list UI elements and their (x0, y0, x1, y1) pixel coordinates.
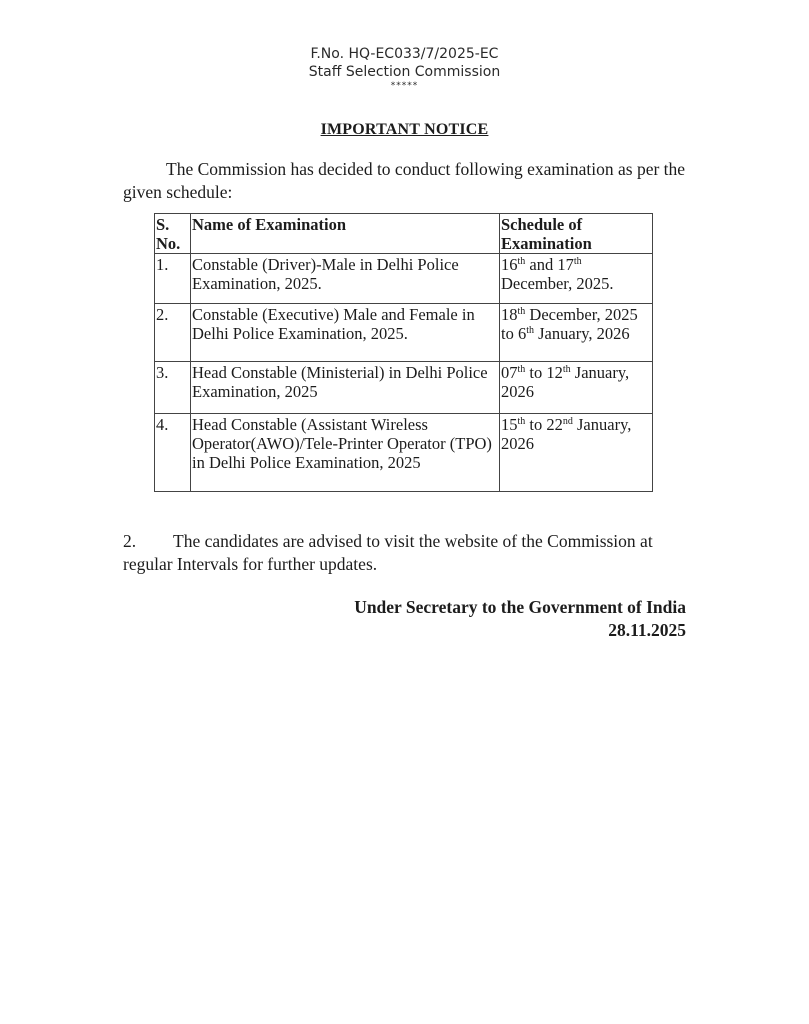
table-row (155, 254, 653, 304)
row-exam-name: Head Constable (Assistant Wireless Operator(AWO)/Tele-Printer Operator (TPO) in Delhi Police Examination, 2025 (191, 414, 500, 492)
file-number: F.No. HQ-EC033/7/2025-EC (310, 46, 499, 62)
intro-paragraph: The Commission has decided to conduct following examination as per the given schedule: (123, 159, 686, 202)
advisory-text: The candidates are advised to visit the website of the Commission at regular Intervals for further updates. (123, 531, 653, 574)
table-row (155, 362, 653, 414)
advisory-paragraph (123, 530, 688, 576)
table-row (155, 414, 653, 492)
row-exam-name: Constable (Executive) Male and Female in Delhi Police Examination, 2025. (191, 304, 500, 362)
document-header (0, 45, 809, 91)
row-schedule: 07th to 12th January, 2026 (500, 362, 653, 414)
header-schedule: Schedule of Examination (500, 214, 653, 254)
table-header-row (155, 214, 653, 254)
separator: ***** (390, 81, 419, 91)
row-schedule: 16th and 17th December, 2025. (500, 254, 653, 304)
row-exam-name: Constable (Driver)-Male in Delhi Police Examination, 2025. (191, 254, 500, 304)
header-name: Name of Examination (191, 214, 500, 254)
signatory-designation: Under Secretary to the Government of India (354, 597, 686, 617)
row-sno: 3. (155, 362, 191, 414)
signature-block (354, 596, 686, 642)
row-schedule: 18th December, 2025 to 6th January, 2026 (500, 304, 653, 362)
row-exam-name: Head Constable (Ministerial) in Delhi Police Examination, 2025 (191, 362, 500, 414)
organization-name: Staff Selection Commission (308, 64, 501, 80)
paragraph-number: 2. (123, 531, 137, 551)
header-sno: S. No. (155, 214, 191, 254)
row-sno: 2. (155, 304, 191, 362)
row-sno: 4. (155, 414, 191, 492)
notice-title: IMPORTANT NOTICE (320, 121, 489, 138)
notice-date: 28.11.2025 (608, 620, 686, 640)
schedule-table (154, 213, 653, 492)
row-sno: 1. (155, 254, 191, 304)
row-schedule: 15th to 22nd January, 2026 (500, 414, 653, 492)
table-row (155, 304, 653, 362)
